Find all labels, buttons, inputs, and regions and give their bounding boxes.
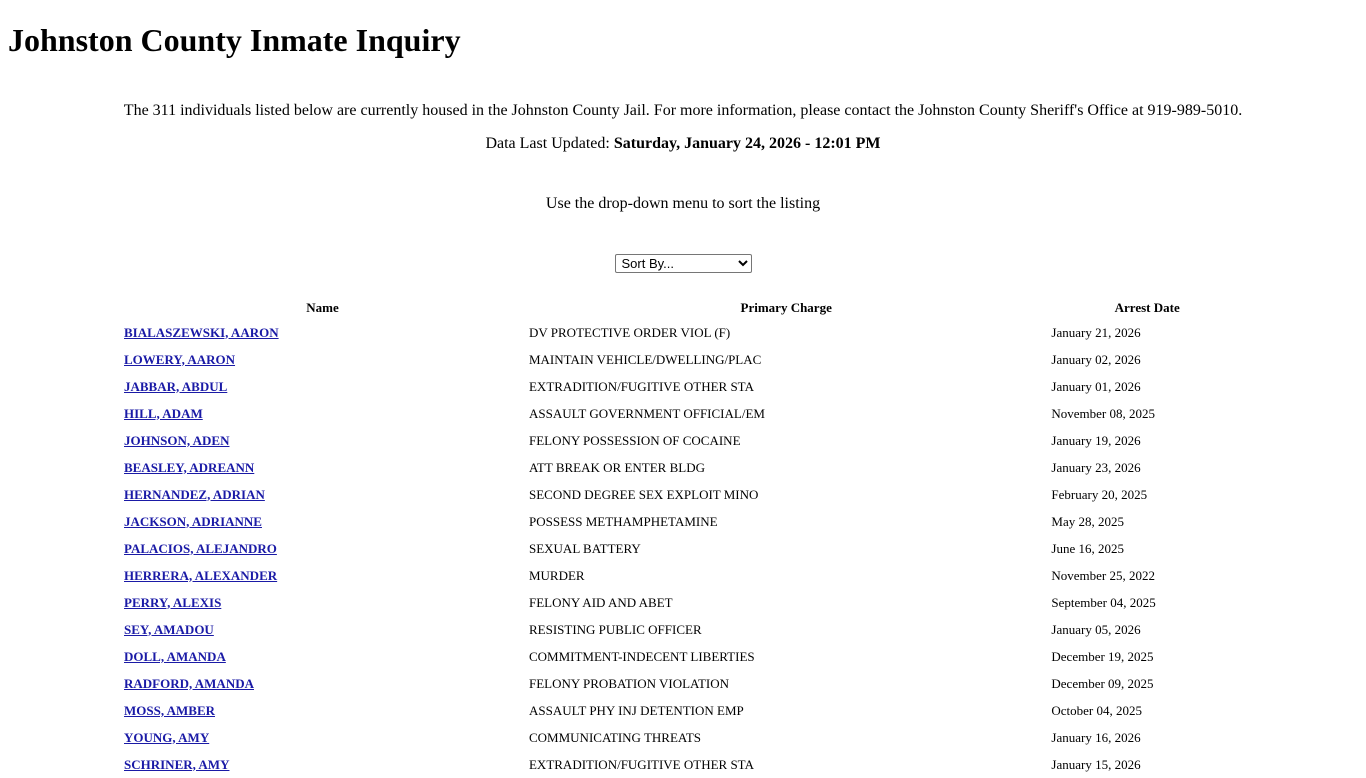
column-header-name: Name: [306, 300, 339, 315]
inmate-name-cell: [120, 454, 525, 481]
table-row: [120, 670, 1247, 697]
arrest-date-cell: November 08, 2025: [1051, 405, 1156, 421]
column-header-primary-charge: Primary Charge: [740, 300, 832, 315]
inmate-name-link[interactable]: PERRY, ALEXIS: [124, 594, 222, 610]
arrest-date-cell: February 20, 2025: [1051, 486, 1148, 502]
inmate-name-cell: [120, 400, 525, 427]
primary-charge-cell: RESISTING PUBLIC OFFICER: [528, 621, 702, 637]
primary-charge-cell: SECOND DEGREE SEX EXPLOIT MINO: [528, 486, 759, 502]
table-row: [120, 697, 1247, 724]
updated-value: Saturday, January 24, 2026 - 12:01 PM: [613, 135, 881, 152]
inmate-name-link[interactable]: RADFORD, AMANDA: [124, 675, 254, 691]
arrest-date-cell: January 16, 2026: [1051, 729, 1141, 745]
inmate-name-link[interactable]: LOWERY, AARON: [124, 351, 236, 367]
page-title: Johnston County Inmate Inquiry: [8, 22, 461, 58]
table-row: [120, 427, 1247, 454]
intro-text: The 311 individuals listed below are currently housed in the Johnston County Jail. For more information, please contact the Johnston County Sheriff's Office at 919-989-5010.: [123, 102, 1243, 119]
inmate-name-cell: [120, 697, 525, 724]
primary-charge-cell: ASSAULT PHY INJ DETENTION EMP: [528, 702, 744, 718]
arrest-date-cell: June 16, 2025: [1051, 540, 1124, 556]
table-row: [120, 454, 1247, 481]
inmate-name-cell: [120, 373, 525, 400]
sort-container: [0, 254, 1366, 273]
inmate-name-cell: [120, 589, 525, 616]
primary-charge-cell: ATT BREAK OR ENTER BLDG: [528, 459, 705, 475]
inmate-name-link[interactable]: MOSS, AMBER: [124, 702, 216, 718]
table-row: [120, 562, 1247, 589]
primary-charge-cell: FELONY POSSESSION OF COCAINE: [528, 432, 741, 448]
inmate-name-cell: [120, 562, 525, 589]
arrest-date-cell: January 01, 2026: [1051, 378, 1141, 394]
primary-charge-cell: MURDER: [528, 567, 585, 583]
arrest-date-cell: October 04, 2025: [1051, 702, 1143, 718]
sort-by-select[interactable]: [615, 254, 752, 273]
inmate-name-cell: [120, 427, 525, 454]
inmate-name-link[interactable]: SCHRINER, AMY: [124, 756, 230, 772]
inmate-name-link[interactable]: HILL, ADAM: [124, 405, 203, 421]
inmate-name-cell: [120, 616, 525, 643]
arrest-date-cell: January 21, 2026: [1051, 324, 1141, 340]
table-row: [120, 373, 1247, 400]
table-row: [120, 535, 1247, 562]
inmate-name-cell: [120, 724, 525, 751]
table-header-row: [120, 297, 1247, 319]
arrest-date-cell: January 19, 2026: [1051, 432, 1141, 448]
arrest-date-cell: September 04, 2025: [1051, 594, 1156, 610]
inmate-name-link[interactable]: HERRERA, ALEXANDER: [124, 567, 278, 583]
inmate-name-cell: [120, 481, 525, 508]
arrest-date-cell: December 19, 2025: [1051, 648, 1154, 664]
inmate-name-link[interactable]: BEASLEY, ADREANN: [124, 459, 255, 475]
arrest-date-cell: January 05, 2026: [1051, 621, 1141, 637]
inmate-name-cell: [120, 508, 525, 535]
table-row: [120, 508, 1247, 535]
table-row: [120, 724, 1247, 751]
table-row: [120, 643, 1247, 670]
inmate-name-link[interactable]: PALACIOS, ALEJANDRO: [124, 540, 277, 556]
inmate-name-link[interactable]: BIALASZEWSKI, AARON: [124, 324, 279, 340]
column-header-arrest-date: Arrest Date: [1114, 300, 1180, 315]
inmate-table-body: [120, 319, 1247, 778]
primary-charge-cell: SEXUAL BATTERY: [528, 540, 641, 556]
inmate-name-link[interactable]: JABBAR, ABDUL: [124, 378, 228, 394]
primary-charge-cell: DV PROTECTIVE ORDER VIOL (F): [528, 324, 731, 340]
arrest-date-cell: January 02, 2026: [1051, 351, 1141, 367]
table-row: [120, 319, 1247, 346]
arrest-date-cell: January 15, 2026: [1051, 756, 1141, 772]
table-row: [120, 616, 1247, 643]
primary-charge-cell: COMMITMENT-INDECENT LIBERTIES: [528, 648, 755, 664]
primary-charge-cell: EXTRADITION/FUGITIVE OTHER STA: [528, 378, 754, 394]
table-row: [120, 751, 1247, 778]
table-row: [120, 589, 1247, 616]
inmate-name-cell: [120, 535, 525, 562]
arrest-date-cell: May 28, 2025: [1051, 513, 1124, 529]
table-row: [120, 481, 1247, 508]
inmate-name-cell: [120, 751, 525, 778]
inmate-name-link[interactable]: SEY, AMADOU: [124, 621, 214, 637]
table-row: [120, 400, 1247, 427]
inmate-name-link[interactable]: DOLL, AMANDA: [124, 648, 226, 664]
inmate-name-cell: [120, 670, 525, 697]
inmate-name-cell: [120, 643, 525, 670]
inmate-name-cell: [120, 319, 525, 346]
inmate-name-link[interactable]: JACKSON, ADRIANNE: [124, 513, 262, 529]
primary-charge-cell: ASSAULT GOVERNMENT OFFICIAL/EM: [528, 405, 765, 421]
primary-charge-cell: MAINTAIN VEHICLE/DWELLING/PLAC: [528, 351, 762, 367]
arrest-date-cell: November 25, 2022: [1051, 567, 1156, 583]
inmate-name-cell: [120, 346, 525, 373]
primary-charge-cell: FELONY PROBATION VIOLATION: [528, 675, 730, 691]
sort-instructions: Use the drop-down menu to sort the listing: [545, 195, 821, 212]
primary-charge-cell: COMMUNICATING THREATS: [528, 729, 702, 745]
table-row: [120, 346, 1247, 373]
updated-label: Data Last Updated:: [485, 135, 614, 152]
data-last-updated: [0, 134, 1366, 154]
primary-charge-cell: POSSESS METHAMPHETAMINE: [528, 513, 718, 529]
arrest-date-cell: January 23, 2026: [1051, 459, 1141, 475]
primary-charge-cell: EXTRADITION/FUGITIVE OTHER STA: [528, 756, 754, 772]
inmate-name-link[interactable]: HERNANDEZ, ADRIAN: [124, 486, 265, 502]
inmate-name-link[interactable]: JOHNSON, ADEN: [124, 432, 230, 448]
inmate-table: [120, 297, 1247, 778]
primary-charge-cell: FELONY AID AND ABET: [528, 594, 673, 610]
arrest-date-cell: December 09, 2025: [1051, 675, 1154, 691]
inmate-name-link[interactable]: YOUNG, AMY: [124, 729, 210, 745]
